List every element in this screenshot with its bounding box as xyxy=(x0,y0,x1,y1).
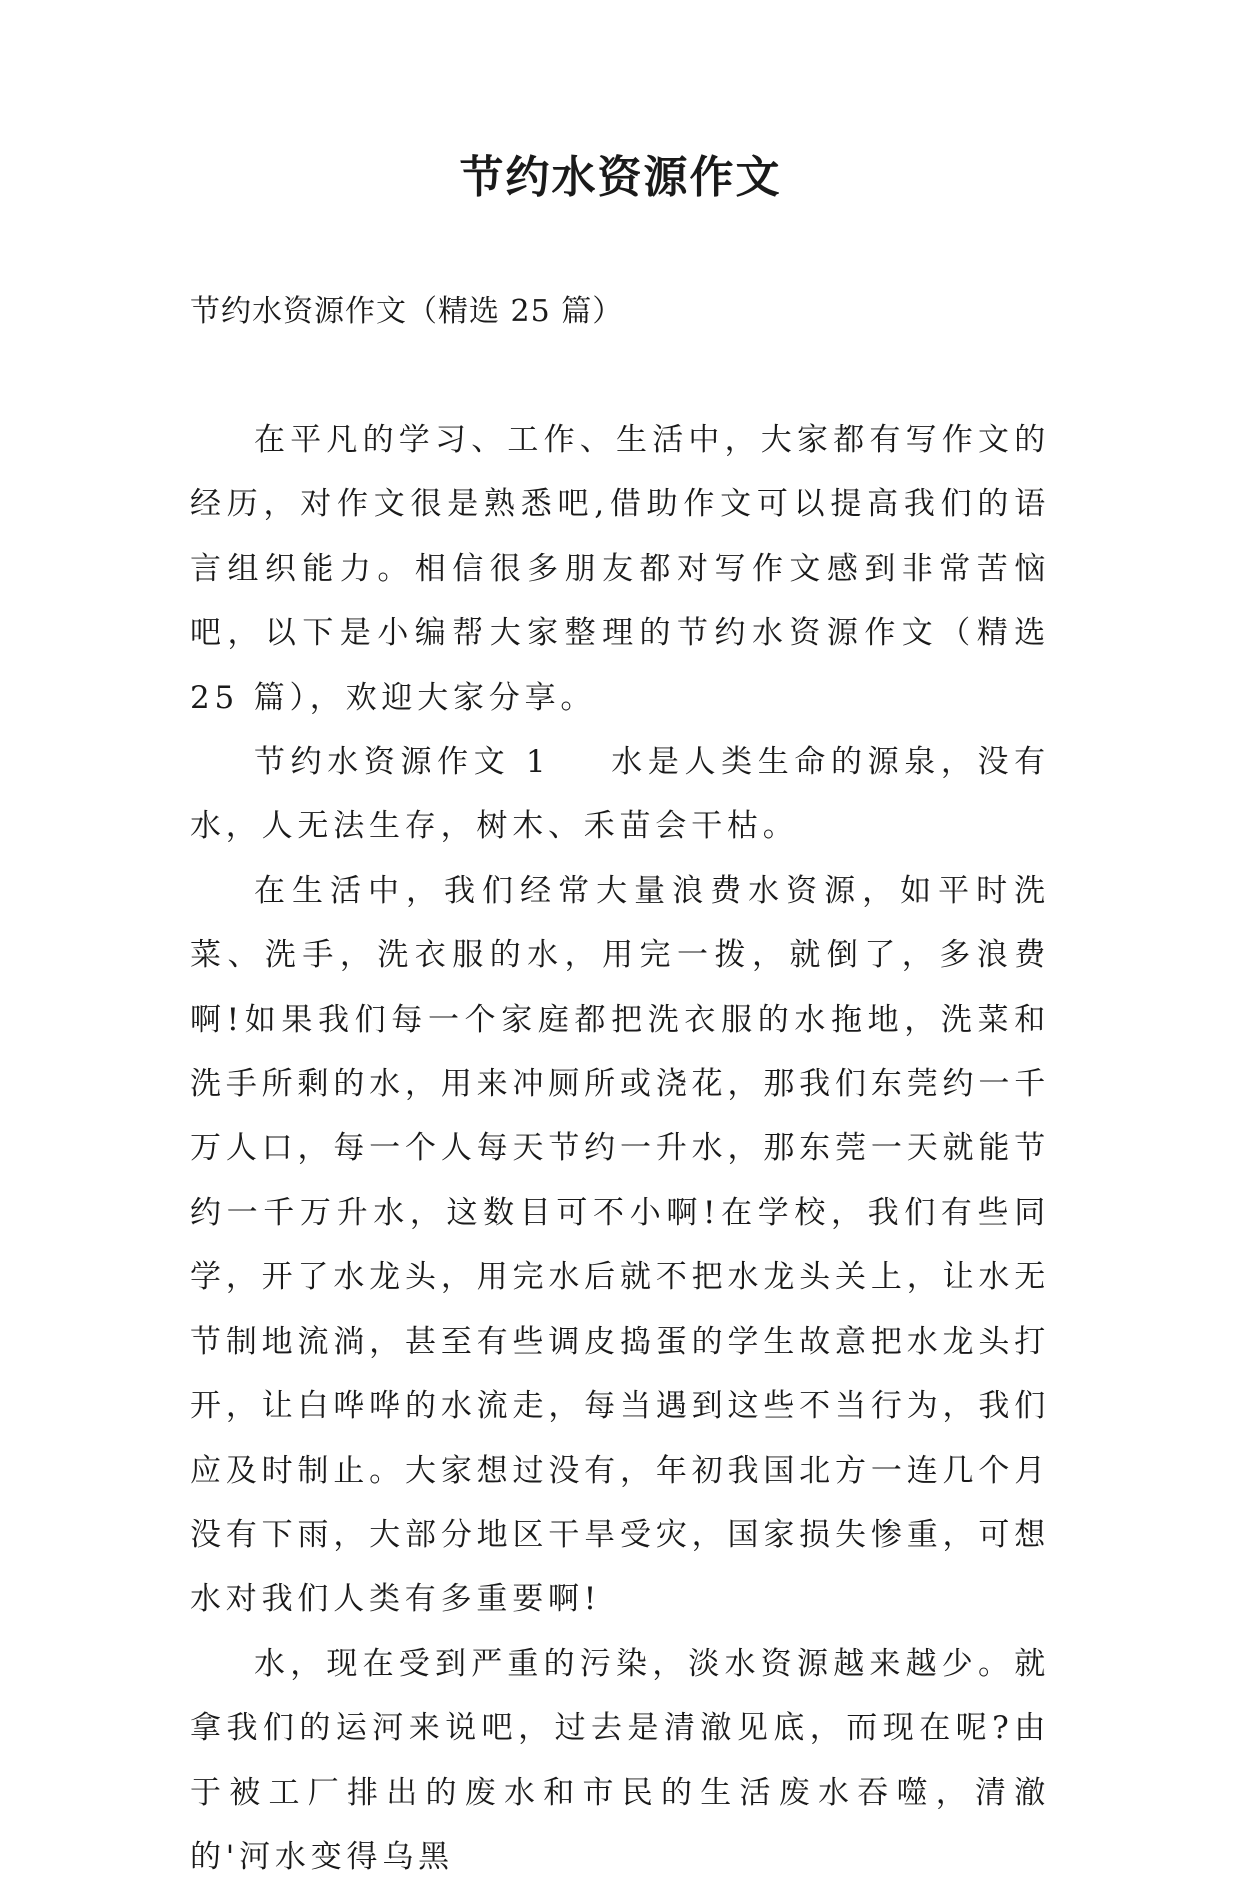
document-title: 节约水资源作文 xyxy=(459,152,782,203)
essay-1-opening-paragraph xyxy=(190,730,1050,859)
intro-paragraph: 在平凡的学习、工作、生活中，大家都有写作文的经历，对作文很是熟悉吧,借助作文可以提高我们的语言组织能力。相信很多朋友都对写作文感到非常苦恼吧，以下是小编帮大家整理的节约水资源作文（精选 25 篇），欢迎大家分享。 xyxy=(190,422,1050,716)
document-subtitle: 节约水资源作文（精选 25 篇） xyxy=(190,294,624,329)
essay-1-first-sentence: 水是人类生命的源泉，没有水，人无法生存，树木、禾苗会干枯。 xyxy=(190,744,1050,845)
document-body xyxy=(190,408,1050,1889)
essay-1-heading: 节约水资源作文 1 xyxy=(254,744,551,781)
essay-1-paragraph-2: 在生活中，我们经常大量浪费水资源，如平时洗菜、洗手，洗衣服的水，用完一拨，就倒了，多浪费啊!如果我们每一个家庭都把洗衣服的水拖地，洗菜和洗手所剩的水，用来冲厕所或浇花，那我们东莞约一千万人口，每一个人每天节约一升水，那东莞一天就能节约一千万升水，这数目可不小啊!在学校，我们有些同学，开了水龙头，用完水后就不把水龙头关上，让水无节制地流淌，甚至有些调皮捣蛋的学生故意把水龙头打开，让白哗哗的水流走，每当遇到这些不当行为，我们应及时制止。大家想过没有，年初我国北方一连几个月没有下雨，大部分地区干旱受灾，国家损失惨重，可想水对我们人类有多重要啊! xyxy=(190,872,1050,1618)
essay-1-paragraph-3: 水，现在受到严重的污染，淡水资源越来越少。就拿我们的运河来说吧，过去是清澈见底，而现在呢?由于被工厂排出的废水和市民的生活废水吞噬，清澈的'河水变得乌黑 xyxy=(190,1645,1050,1875)
